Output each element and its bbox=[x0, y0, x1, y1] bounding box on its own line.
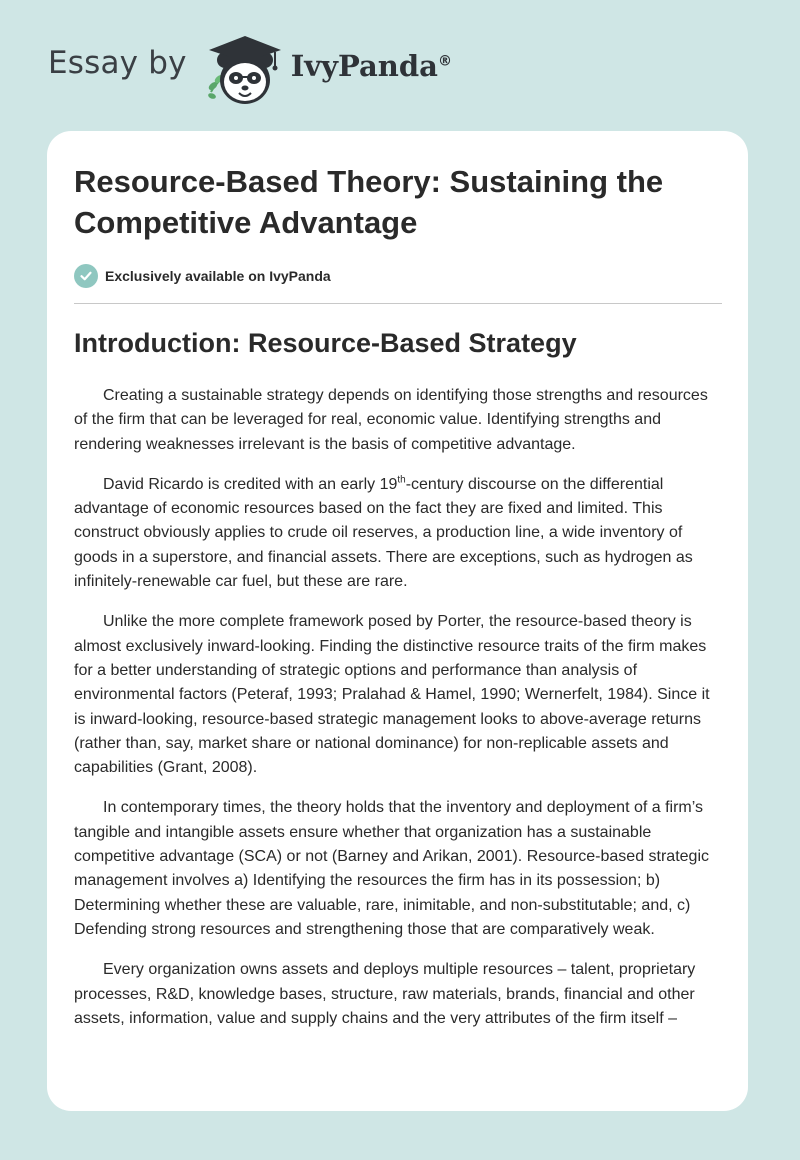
essay-body bbox=[74, 384, 724, 1047]
panda-graduate-logo-icon[interactable] bbox=[201, 30, 287, 110]
registered-mark: ® bbox=[437, 53, 452, 70]
paragraph bbox=[74, 473, 724, 594]
superscript: th bbox=[397, 474, 406, 486]
essay-by-label: Essay by bbox=[48, 45, 187, 81]
paragraph-text: -century discourse on the differential advantage of economic resources based on the fact they are fixed and limited. This construct obviously applies to crude oil reserves, a production line, a wide inventory of goods in a superstore, and financial assets. There are exceptions, such as hydrogen as infinitely-renewable car fuel, but these are rare. bbox=[74, 475, 693, 591]
paragraph-text: David Ricardo is credited with an early 19 bbox=[103, 475, 398, 493]
section-heading: Introduction: Resource-Based Strategy bbox=[74, 328, 577, 358]
paragraph: Every organization owns assets and deploys multiple resources – talent, proprietary processes, R&D, knowledge bases, structure, raw materials, brands, financial and other assets, information, value and supply chains and the very attributes of the firm itself – bbox=[74, 961, 696, 1027]
brand-name[interactable] bbox=[291, 49, 452, 83]
paragraph: Creating a sustainable strategy depends on identifying those strengths and resources of the firm that can be leveraged for real, economic value. Identifying strengths and rendering weaknesses irrelevant is the basis of competitive advantage. bbox=[74, 387, 708, 453]
paragraph: Unlike the more complete framework posed by Porter, the resource-based theory is almost exclusively inward-looking. Finding the distinctive resource traits of the firm makes for a better understanding of strategic options and performance than analysis of environmental factors (Peteraf, 1993; Pralahad & Hamel, 1990; Wernerfelt, 1984). Since it is inward-looking, resource-based strategic management looks to above-average returns (rather than, say, market share or national dominance) for non-replicable assets and capabilities (Grant, 2008). bbox=[74, 613, 710, 777]
site-header bbox=[48, 28, 452, 112]
divider bbox=[74, 303, 722, 304]
essay-title: Resource-Based Theory: Sustaining the Competitive Advantage bbox=[74, 164, 664, 240]
paragraph: In contemporary times, the theory holds that the inventory and deployment of a firm’s tangible and intangible assets ensure whether that organization has a sustainable competitive advantage (SCA) or not (Barney and Arikan, 2001). Resource-based strategic management involves a) Identifying the resources the firm has in its possession; b) Determining whether these are valuable, rare, inimitable, and non-substitutable; and, c) Defending strong resources and strengthening those that are comparatively weak. bbox=[74, 799, 709, 938]
exclusive-badge-text: Exclusively available on IvyPanda bbox=[105, 268, 331, 284]
brand-text: IvyPanda bbox=[290, 49, 438, 83]
essay-card bbox=[47, 131, 748, 1111]
check-circle-icon bbox=[74, 264, 98, 288]
exclusive-badge bbox=[74, 264, 331, 288]
